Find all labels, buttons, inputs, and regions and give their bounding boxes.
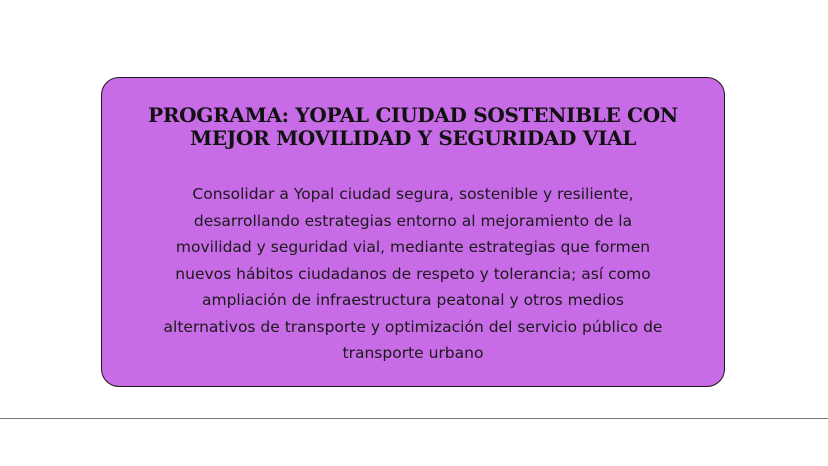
program-description: Consolidar a Yopal ciudad segura, sostenible y resiliente, desarrollando estrategias entorno al mejoramiento de la movilidad y seguridad vial, mediante estrategias que formen nuevos hábitos ciudadanos de respeto y tolerancia; así como ampliación de infraestructura peatonal y otros medios alternativos de transporte y optimización del servicio público de transporte urbano (163, 185, 663, 362)
horizontal-divider (0, 418, 828, 419)
program-card (101, 77, 725, 387)
program-title: PROGRAMA: YOPAL CIUDAD SOSTENIBLE CON MEJOR MOVILIDAD Y SEGURIDAD VIAL (148, 103, 678, 150)
